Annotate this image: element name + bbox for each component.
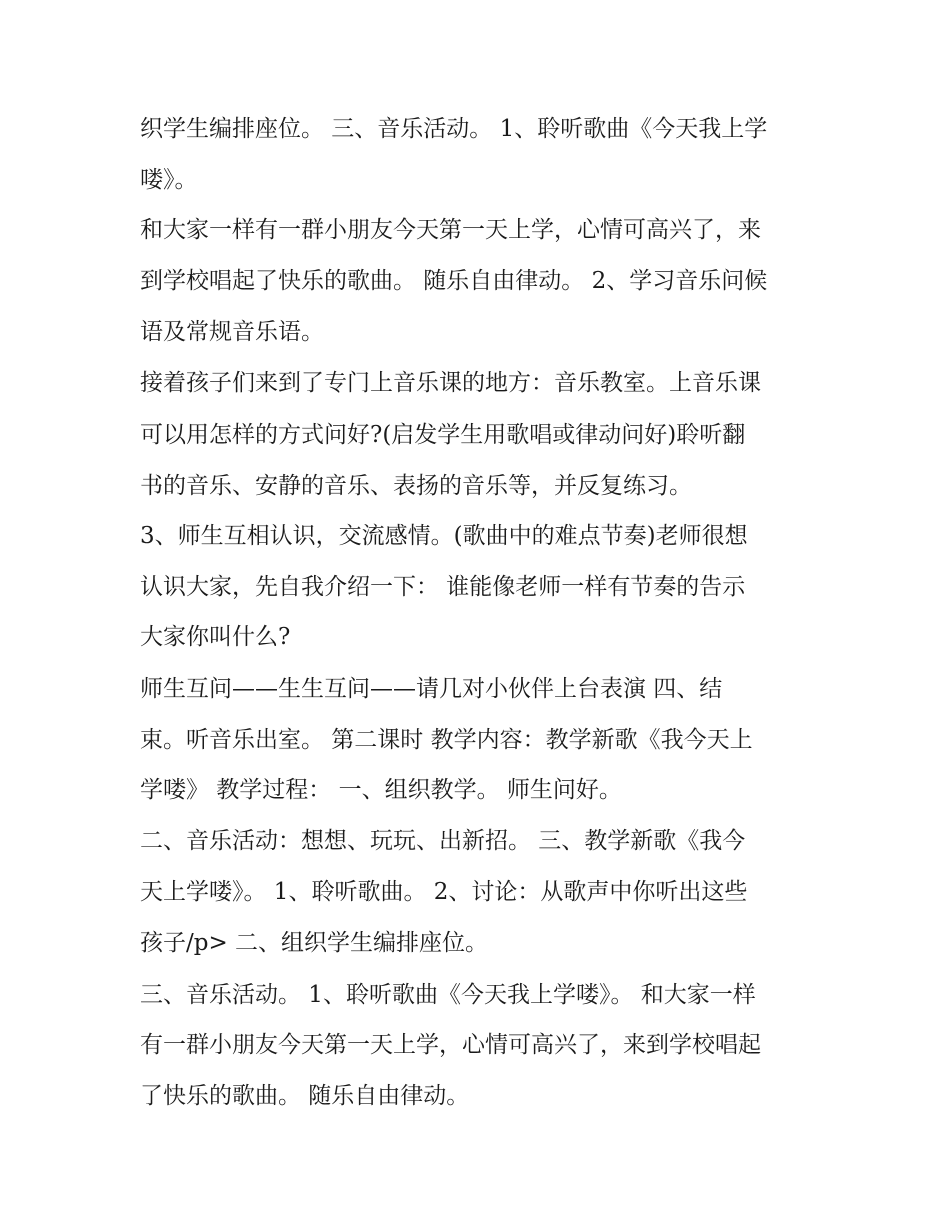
- text-line: 书的音乐、安静的音乐、表扬的音乐等，并反复练习。: [140, 473, 692, 499]
- text-line: 大家你叫什么?: [140, 624, 291, 650]
- text-line: 三、音乐活动。 1、聆听歌曲《今天我上学喽》。 和大家一样: [140, 982, 756, 1008]
- text-line: 孩子/p> 二、组织学生编排座位。: [140, 930, 489, 956]
- text-line: 3、师生互相认识，交流感情。(歌曲中的难点节奏)老师很想: [140, 523, 748, 549]
- text-line: 天上学喽》。 1、聆听歌曲。 2、讨论：从歌声中你听出这些: [140, 879, 748, 905]
- text-line: 有一群小朋友今天第一天上学，心情可高兴了，来到学校唱起: [140, 1032, 761, 1058]
- text-line: 认识大家，先自我介绍一下： 谁能像老师一样有节奏的告示: [140, 574, 746, 600]
- text-line: 织学生编排座位。 三、音乐活动。 1、聆听歌曲《今天我上学: [140, 116, 768, 142]
- text-line: 到学校唱起了快乐的歌曲。 随乐自由律动。 2、学习音乐问候: [140, 268, 768, 294]
- text-line: 学喽》 教学过程： 一、组织教学。 师生问好。: [140, 777, 622, 803]
- text-line: 了快乐的歌曲。 随乐自由律动。: [140, 1083, 470, 1109]
- text-line: 束。听音乐出室。 第二课时 教学内容：教学新歌《我今天上: [140, 727, 753, 753]
- text-line: 二、音乐活动：想想、玩玩、出新招。 三、教学新歌《我今: [140, 828, 746, 854]
- text-line: 语及常规音乐语。: [140, 319, 324, 345]
- text-line: 和大家一样有一群小朋友今天第一天上学，心情可高兴了，来: [140, 217, 761, 243]
- text-line: 可以用怎样的方式问好?(启发学生用歌唱或律动问好)聆听翻: [140, 422, 746, 448]
- text-line: 接着孩子们来到了专门上音乐课的地方：音乐教室。上音乐课: [140, 370, 761, 396]
- text-line: 喽》。: [140, 167, 198, 193]
- text-line: 师生互问——生生互问——请几对小伙伴上台表演 四、结: [140, 676, 723, 702]
